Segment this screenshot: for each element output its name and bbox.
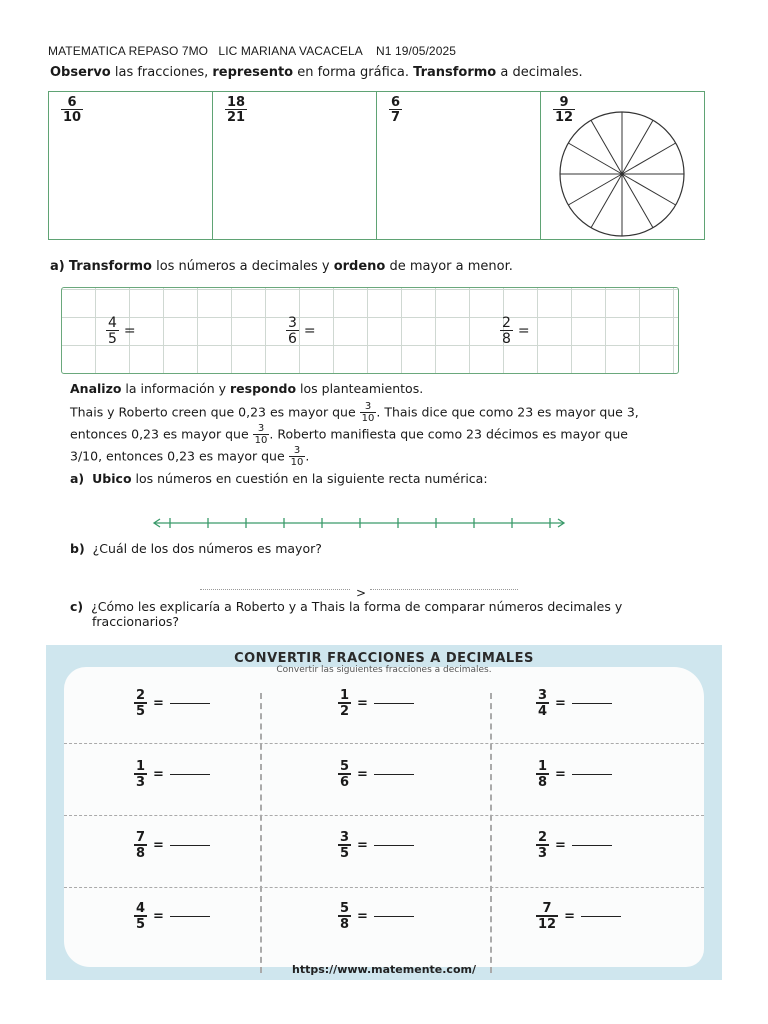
- worksheet-exercise: $\frac{7}{12}$ =: [536, 902, 621, 931]
- answer-blank[interactable]: [374, 845, 414, 846]
- fraction: $\frac{1}{8}$: [538, 759, 548, 790]
- pie-slice-line: [568, 174, 622, 205]
- row-divider: [64, 887, 704, 888]
- fraction: $\frac{18}{21}$: [227, 95, 246, 125]
- fraction-cell: [377, 92, 541, 239]
- answer-blank[interactable]: [170, 703, 210, 704]
- pie-slice-line: [622, 174, 653, 228]
- grid-workspace: [61, 287, 679, 374]
- pie-slice-line: [591, 174, 622, 228]
- fraction-cell: [541, 92, 704, 239]
- problem-paragraph: Thais y Roberto creen que 0,23 es mayor que $\frac{3}{10}$ . Thais dice que como 23 es mayor que 3, entonces 0,23 es mayor que $\frac{3}{10}$ . Roberto manifiesta que como 23 décimos es mayor que 3/10, entonces 0,23 es mayor que $\frac{3}{10}$ .: [70, 401, 639, 468]
- answer-blank[interactable]: [581, 916, 621, 917]
- compare-sign: >: [356, 586, 367, 600]
- answer-blank[interactable]: [374, 703, 414, 704]
- answer-blank[interactable]: [170, 845, 210, 846]
- fraction: $\frac{1}{2}$: [340, 688, 350, 719]
- worksheet-url: https://www.matemente.com/: [292, 963, 476, 976]
- answer-blank[interactable]: [374, 774, 414, 775]
- row-divider: [64, 743, 704, 744]
- answer-blank[interactable]: [572, 703, 612, 704]
- worksheet-exercise: $\frac{3}{4}$ =: [536, 689, 612, 718]
- pie-slice-line: [622, 174, 676, 205]
- fraction: $\frac{2}{3}$: [538, 830, 548, 861]
- fraction: $\frac{6}{10}$: [63, 95, 82, 125]
- page-header: MATEMATICA REPASO 7MO LIC MARIANA VACACELA N1 19/05/2025: [48, 44, 457, 58]
- pie-circle-diagram: [548, 110, 698, 244]
- worksheet-exercise: $\frac{2}{5}$ =: [134, 689, 210, 718]
- column-divider: [260, 693, 262, 973]
- answer-blank-right[interactable]: [370, 589, 518, 590]
- worksheet-title: CONVERTIR FRACCIONES A DECIMALES: [234, 651, 534, 666]
- question-a: a) Ubico los números en cuestión en la siguiente recta numérica:: [70, 471, 488, 486]
- analysis-heading: Analizo la información y respondo los planteamientos.: [70, 381, 424, 396]
- worksheet-exercise: $\frac{1}{2}$ =: [338, 689, 414, 718]
- fraction: $\frac{4}{5}$: [136, 901, 146, 932]
- grid-fraction: $\frac{2}{8}$ =: [502, 315, 530, 347]
- question-b: b) ¿Cuál de los dos números es mayor?: [70, 541, 322, 556]
- answer-blank[interactable]: [572, 774, 612, 775]
- fraction-cell: [49, 92, 213, 239]
- pie-slice-line: [622, 143, 676, 174]
- answer-blank[interactable]: [374, 916, 414, 917]
- fraction: $\frac{7}{12}$: [538, 901, 557, 932]
- fraction: $\frac{5}{6}$: [340, 759, 350, 790]
- answer-blank[interactable]: [170, 774, 210, 775]
- pie-slice-line: [568, 143, 622, 174]
- worksheet-image: [46, 645, 722, 980]
- instruction-2: a) Transformo los números a decimales y ordeno de mayor a menor.: [50, 259, 513, 274]
- row-divider: [64, 815, 704, 816]
- pie-slice-line: [622, 120, 653, 174]
- instruction-1: Observo las fracciones, represento en forma gráfica. Transformo a decimales.: [50, 65, 583, 80]
- fraction: $\frac{2}{5}$: [136, 688, 146, 719]
- fraction-cell: [213, 92, 377, 239]
- worksheet-exercise: $\frac{4}{5}$ =: [134, 902, 210, 931]
- fraction: $\frac{7}{8}$: [136, 830, 146, 861]
- pie-slice-line: [591, 120, 622, 174]
- worksheet-exercise: $\frac{1}{3}$ =: [134, 760, 210, 789]
- number-line: [150, 512, 575, 534]
- fraction: $\frac{6}{7}$: [391, 95, 401, 125]
- worksheet-exercise: $\frac{3}{5}$ =: [338, 831, 414, 860]
- worksheet-exercise: $\frac{1}{8}$ =: [536, 760, 612, 789]
- worksheet-exercise: $\frac{7}{8}$ =: [134, 831, 210, 860]
- answer-blank[interactable]: [170, 916, 210, 917]
- worksheet-subtitle: Convertir las siguientes fracciones a decimales.: [276, 665, 492, 675]
- column-divider: [490, 693, 492, 973]
- fraction: $\frac{3}{5}$: [340, 830, 350, 861]
- worksheet-exercise: $\frac{5}{6}$ =: [338, 760, 414, 789]
- question-c: c) ¿Cómo les explicaría a Roberto y a Thais la forma de comparar números decimales y fraccionarios?: [70, 599, 623, 629]
- answer-blank-left[interactable]: [200, 589, 350, 590]
- worksheet-exercise: $\frac{5}{8}$ =: [338, 902, 414, 931]
- answer-blank[interactable]: [572, 845, 612, 846]
- fraction: $\frac{9}{12}$: [555, 95, 574, 125]
- fraction: $\frac{5}{8}$: [340, 901, 350, 932]
- fraction: $\frac{3}{4}$: [538, 688, 548, 719]
- fraction-table: [48, 91, 705, 240]
- worksheet-exercise: $\frac{2}{3}$ =: [536, 831, 612, 860]
- grid-fraction: $\frac{3}{6}$ =: [288, 315, 316, 347]
- grid-fraction: $\frac{4}{5}$ =: [108, 315, 136, 347]
- fraction: $\frac{1}{3}$: [136, 759, 146, 790]
